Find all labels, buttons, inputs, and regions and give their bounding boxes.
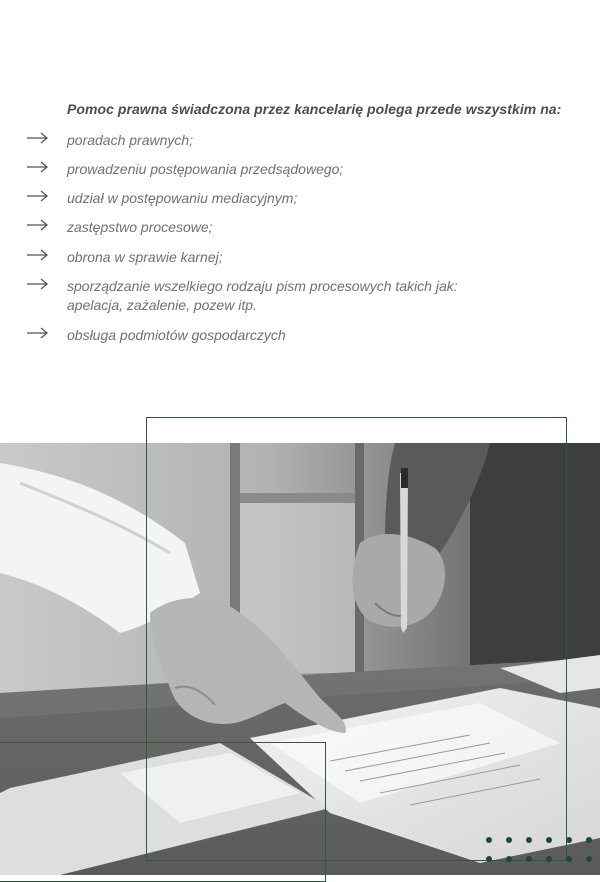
arrow-right-icon	[27, 218, 49, 232]
arrow-right-icon	[27, 248, 49, 262]
list-item-text: obsługa podmiotów gospodarczych	[67, 327, 286, 343]
intro-heading: Pomoc prawna świadczona przez kancelarię polega przede wszystkim na:	[67, 101, 562, 117]
arrow-right-icon	[27, 189, 49, 203]
list-item-text: sporządzanie wszelkiego rodzaju pism procesowych takich jak: apelacja, zażalenie, pozew itp.	[67, 278, 458, 313]
dots-pattern	[484, 833, 600, 865]
arrow-right-icon	[27, 131, 49, 145]
list-item-text: prowadzeniu postępowania przedsądowego;	[67, 161, 344, 177]
decorative-frame	[0, 742, 326, 882]
list-item-text: obrona w sprawie karnej;	[67, 249, 223, 265]
arrow-right-icon	[27, 160, 49, 174]
list-item-text: udział w postępowaniu mediacyjnym;	[67, 190, 298, 206]
arrow-right-icon	[27, 277, 49, 291]
list-item-text: poradach prawnych;	[67, 132, 194, 148]
list-item-text: zastępstwo procesowe;	[67, 219, 213, 235]
arrow-right-icon	[27, 326, 49, 340]
